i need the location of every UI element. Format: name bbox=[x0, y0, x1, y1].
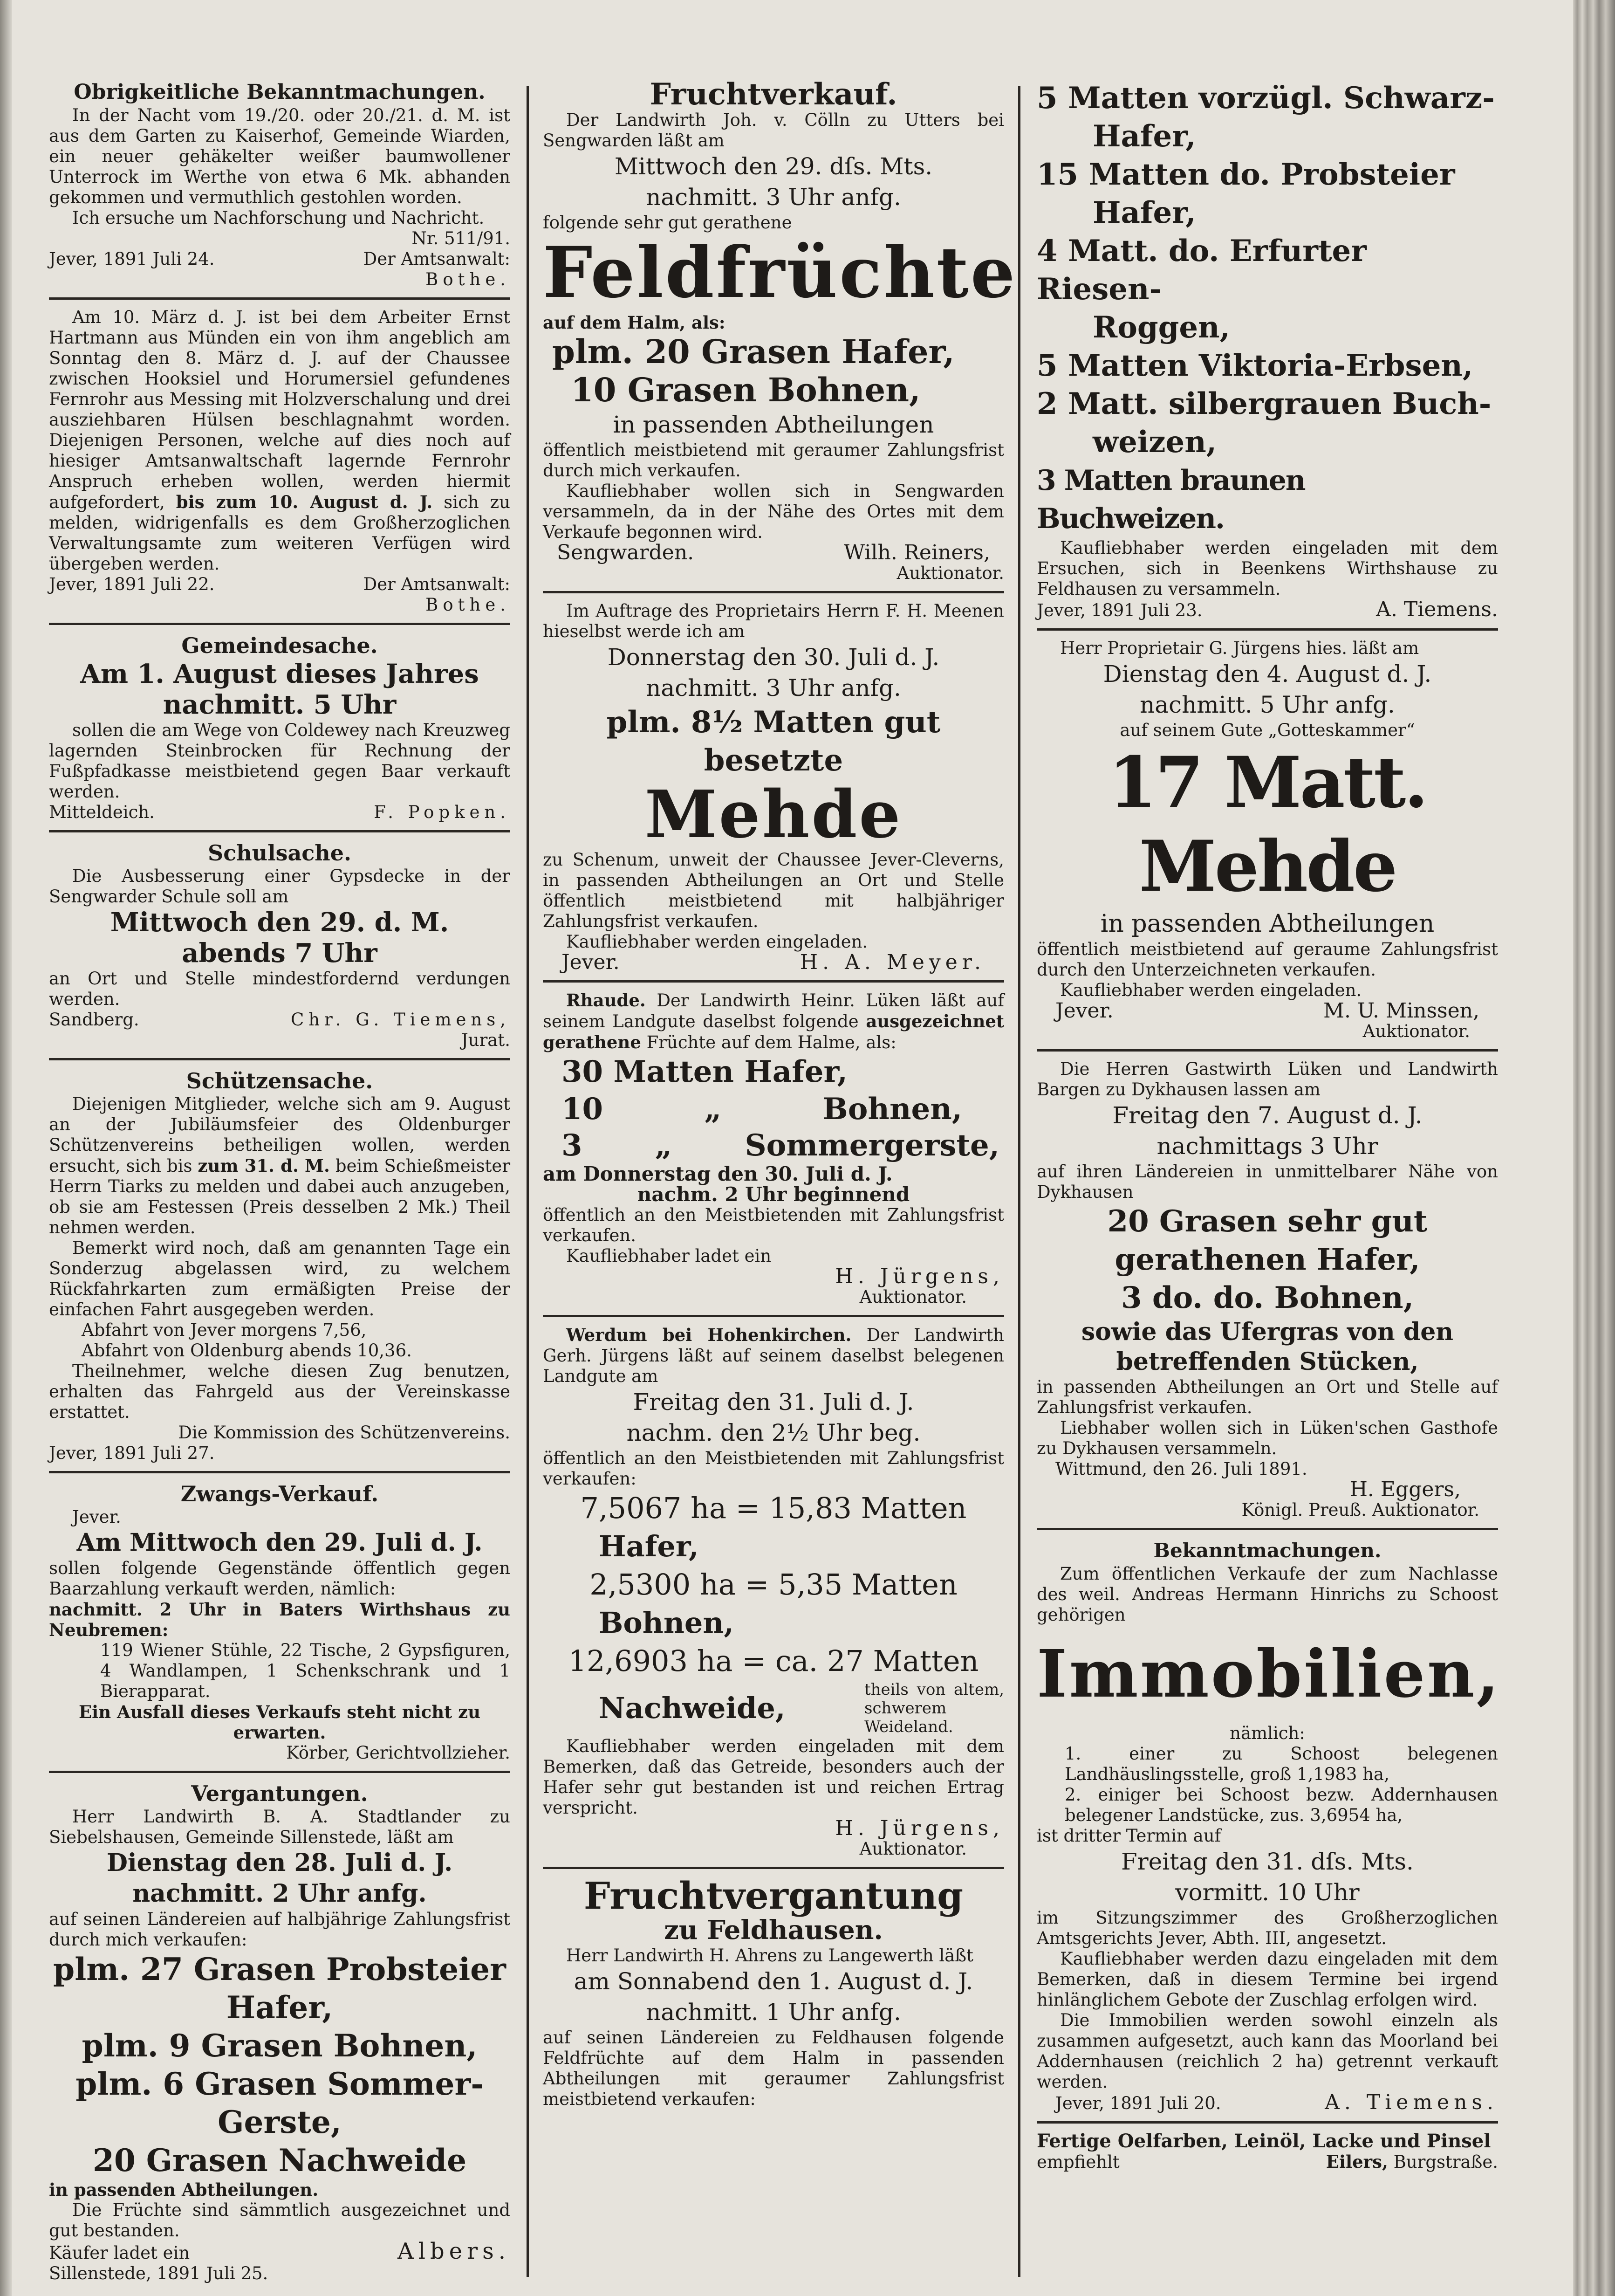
page-stack-edge bbox=[1573, 0, 1615, 2296]
divider bbox=[543, 1315, 1004, 1317]
date-line: Mittwoch den 29. dſs. Mts. bbox=[614, 153, 933, 180]
area-line: 12,6903 ha = ca. 27 Matten bbox=[568, 1644, 979, 1678]
signature: Wilh. Reiners, bbox=[843, 541, 990, 564]
signature: H. Eggers, bbox=[1349, 1478, 1461, 1501]
produce-line: 4 Matt. do. Erfurter Riesen- bbox=[1037, 234, 1367, 307]
produce-name: Sommergerste, bbox=[745, 1128, 999, 1163]
place: Mitteldeich. bbox=[49, 802, 155, 822]
ad-gotteskammer bbox=[1037, 638, 1498, 1042]
divider bbox=[1037, 1528, 1498, 1530]
notice-body: Am 10. März d. J. ist bei dem Arbeiter Ernst Hartmann aus Münden ein von ihm angeblich am Sonntag den 8. März d. J. auf der Chaussee zwischen Hooksiel und Horumersiel gefundenes Fernrohr aus Messing mit Holzverschalung und drei ausziehbaren Hülsen beschlagnahmt worden. Diejenigen Personen, welche auf dies noch auf hiesiger Amtsanwaltschaft lagernde Fernrohr Anspruch erheben wollen, werden hiermit aufgefordert, bbox=[49, 307, 510, 512]
ad-heading: Fruchtverkauf. bbox=[650, 77, 897, 112]
notice-body: Die Ausbesserung einer Gypsdecke in der Sengwarder Schule soll am bbox=[49, 866, 510, 907]
ad-oelfarben bbox=[1037, 2131, 1498, 2172]
office-title: Der Amtsanwalt: bbox=[363, 574, 510, 594]
ad-body: zu Schenum, unweit der Chaussee Jever-Cleverns, in passenden Abtheilungen an Ort und Stelle öffentlich meistbietend mit halbjähriger Zahlungsfrist verkaufen. bbox=[543, 850, 1004, 931]
signature: Chr. G. Tiemens, bbox=[290, 1010, 510, 1030]
time-line: nachmitt. 1 Uhr anfg. bbox=[646, 1999, 901, 2026]
produce-line: Roggen, bbox=[1093, 310, 1230, 345]
notice-body: In der Nacht vom 19./20. oder 20./21. d. M. ist aus dem Garten zu Kaiserhof, Gemeinde Wiarden, ein neuer gehäkelter weißer baumwollener Unterrock im Werthe von etwa 6 Mk. abhanden gekommen und vermuthlich gestohlen worden. bbox=[49, 105, 510, 207]
produce-line: 20 Grasen sehr gut bbox=[1107, 1204, 1428, 1239]
column-right bbox=[1037, 79, 1501, 2172]
section-heading: Gemeindesache. bbox=[181, 633, 378, 658]
produce-line: 3 do. do. Bohnen, bbox=[1121, 1280, 1414, 1315]
ad-body: ist dritter Termin auf bbox=[1037, 1826, 1221, 1846]
notice-note: Ein Ausfall dieses Verkaufs steht nicht zu erwarten. bbox=[78, 1702, 480, 1743]
ad-body: öffentlich an den Meistbietenden mit Zahlungsfrist verkaufen. bbox=[543, 1205, 1004, 1245]
produce-note: theils von altem, schwerem Weideland. bbox=[864, 1680, 1004, 1736]
ad-body: Früchte auf dem Halme, als: bbox=[646, 1032, 896, 1052]
ad-display-word: Immobilien, bbox=[1037, 1636, 1501, 1712]
column-rule bbox=[527, 86, 529, 2277]
produce-line: 2 Matt. silbergrauen Buch- bbox=[1037, 386, 1492, 421]
notice-lost-petticoat bbox=[49, 79, 510, 290]
departure-line: Abfahrt von Oldenburg abends 10,36. bbox=[82, 1340, 412, 1361]
notice-telescope bbox=[49, 307, 510, 615]
ad-body: öffentlich an den Meistbietenden mit Zahlungsfrist verkaufen: bbox=[543, 1448, 1004, 1489]
place: Sengwarden. bbox=[557, 541, 694, 564]
produce-line: 20 Grasen Nachweide bbox=[92, 2142, 467, 2179]
time-line: nachmitt. 2 Uhr anfg. bbox=[132, 1879, 427, 1908]
signature: Bothe. bbox=[425, 269, 510, 289]
signature: Körber, Gerichtvollzieher. bbox=[286, 1743, 510, 1763]
produce-line: weizen, bbox=[1093, 425, 1217, 460]
produce-line: plm. 20 Grasen Hafer, bbox=[552, 332, 955, 371]
date-line: Mittwoch den 29. d. M. bbox=[110, 907, 449, 938]
signature: Die Kommission des Schützenvereins. bbox=[178, 1423, 510, 1443]
ad-body: Kaufliebhaber werden eingeladen. bbox=[566, 932, 868, 952]
time-line: abends 7 Uhr bbox=[182, 938, 377, 969]
date-line: Jever, 1891 Juli 27. bbox=[49, 1443, 215, 1463]
ad-body: Der Landwirth Joh. v. Cölln zu Utters bei Sengwarden läßt am bbox=[543, 110, 1004, 151]
date-line: am Donnerstag den 30. Juli d. J. bbox=[543, 1162, 893, 1185]
date-line: Jever, 1891 Juli 23. bbox=[1037, 600, 1203, 620]
signature: H. Jürgens, bbox=[835, 1265, 1004, 1288]
notice-body: sollen folgende Gegenstände öffentlich gegen Baarzahlung verkauft werden, nämlich: bbox=[49, 1558, 510, 1599]
ad-body: auf seinem Gute „Gotteskammer“ bbox=[1120, 720, 1415, 740]
produce-line: plm. 9 Grasen Bohnen, bbox=[82, 2028, 478, 2064]
ad-body: Der Landwirth Gerh. Jürgens läßt auf seinem daselbst belegenen Landgute am bbox=[543, 1325, 1005, 1386]
signature: H. A. Meyer. bbox=[800, 950, 985, 974]
ad-body: folgende sehr gut gerathene bbox=[543, 213, 792, 233]
signature-role: Auktionator. bbox=[859, 1287, 967, 1307]
item-list: 119 Wiener Stühle, 22 Tische, 2 Gypsfiguren, 4 Wandlampen, 1 Schenkschrank und 1 Bierapparat. bbox=[100, 1640, 510, 1701]
ad-body: öffentlich meistbietend auf geraume Zahlungsfrist durch den Unterzeichneten verkaufen. bbox=[1037, 939, 1498, 980]
produce-name: Bohnen, bbox=[822, 1092, 962, 1127]
produce-line: Hafer, bbox=[1093, 195, 1196, 230]
notice-schulsache bbox=[49, 840, 510, 1051]
time-line: nachmitt. 5 Uhr anfg. bbox=[1140, 691, 1395, 718]
produce-line: Nachweide, bbox=[599, 1691, 786, 1725]
ad-mehde-meenen bbox=[543, 601, 1004, 973]
section-heading: Obrigkeitliche Bekanntmachungen. bbox=[74, 80, 486, 104]
date-line: Sillenstede, 1891 Juli 25. bbox=[49, 2263, 268, 2283]
produce-line: 10 Grasen Bohnen, bbox=[571, 371, 921, 409]
date-line: Freitag den 31. Juli d. J. bbox=[633, 1389, 914, 1416]
divider bbox=[49, 1471, 510, 1473]
notice-body: auf seinen Ländereien auf halbjährige Zahlungsfrist durch mich verkaufen: bbox=[49, 1909, 510, 1950]
signature: Bothe. bbox=[425, 595, 510, 615]
divider bbox=[543, 591, 1004, 593]
section-heading: Schulsache. bbox=[207, 840, 352, 866]
column-rule bbox=[1018, 86, 1020, 2277]
signature: Eilers, bbox=[1326, 2152, 1388, 2172]
time-line: nachm. 2 Uhr beginnend bbox=[637, 1183, 910, 1206]
date-line: Am Mittwoch den 29. Juli d. J. bbox=[76, 1528, 483, 1557]
ad-emphasis: ausgezeichnet gerathene bbox=[543, 1011, 1004, 1052]
time-line: nachmitt. 3 Uhr anfg. bbox=[646, 184, 901, 211]
ad-body: Die Herren Gastwirth Lüken und Landwirth Bargen zu Dykhausen lassen am bbox=[1037, 1059, 1498, 1100]
time-line: nachm. den 2½ Uhr beg. bbox=[626, 1419, 921, 1446]
ad-body: Der Landwirth Heinr. Lüken läßt auf seinem Landgute daselbst folgende bbox=[543, 990, 1004, 1031]
ad-body: Kaufliebhaber ladet ein bbox=[566, 1246, 772, 1266]
notice-body: sich zu melden, widrigenfalls es dem Großherzoglichen Verwaltungsamte zum weiteren Verfügen wird übergeben werden. bbox=[49, 492, 511, 574]
notice-schuetzensache bbox=[49, 1068, 510, 1464]
ad-body: Kaufliebhaber werden eingeladen mit dem Ersuchen, sich in Beenkens Wirthshause zu Feldhausen zu versammeln. bbox=[1037, 538, 1498, 599]
divider bbox=[543, 1867, 1004, 1869]
time-line: nachmitt. 5 Uhr bbox=[163, 689, 397, 720]
place: Jever. bbox=[561, 950, 620, 974]
ad-body: Die Immobilien werden sowohl einzeln als zusammen aufgesetzt, auch kann das Moorland bei Addernhausen (reichlich 2 ha) getrennt verkauft werden. bbox=[1037, 2010, 1498, 2092]
ad-fruchtvergantung bbox=[543, 1874, 1004, 2110]
divider bbox=[543, 980, 1004, 983]
ditto-mark: „ bbox=[655, 1128, 672, 1163]
produce-line: 5 Matten vorzügl. Schwarz- bbox=[1037, 81, 1495, 116]
produce-line: 30 Matten Hafer, bbox=[561, 1054, 848, 1089]
ad-body: Kaufliebhaber werden eingeladen. bbox=[1060, 980, 1362, 1000]
notice-body: an Ort und Stelle mindestfordernd verdungen werden. bbox=[49, 969, 510, 1009]
page-left-edge bbox=[0, 0, 12, 2296]
produce-line: sowie das Ufergras von den bbox=[1081, 1318, 1454, 1346]
date-line: Donnerstag den 30. Juli d. J. bbox=[607, 644, 940, 671]
produce-line: plm. 27 Grasen Probsteier Hafer, bbox=[53, 1951, 506, 2026]
divider bbox=[49, 297, 510, 300]
notice-body: Die Früchte sind sämmtlich ausgezeichnet und gut bestanden. bbox=[49, 2200, 510, 2241]
produce-line: Bohnen, bbox=[599, 1606, 734, 1640]
ad-body: in passenden Abtheilungen an Ort und Stelle auf Zahlungsfrist verkaufen. bbox=[1037, 1377, 1498, 1417]
produce-note: in passenden Abtheilungen. bbox=[49, 2179, 319, 2200]
ad-feldhausen-list bbox=[1037, 79, 1498, 621]
signature: F. Popken. bbox=[374, 802, 510, 822]
date-line: Am 1. August dieses Jahres bbox=[80, 659, 479, 689]
ad-body: Herr Proprietair G. Jürgens hies. läßt am bbox=[1060, 638, 1419, 658]
notice-vergantungen bbox=[49, 1780, 510, 2284]
ad-body: auf seinen Ländereien zu Feldhausen folgende Feldfrüchte auf dem Halm in passenden Abtheilungen mit geraumer Zahlungsfrist meistbietend verkaufen: bbox=[543, 2028, 1004, 2109]
ad-body: im Sitzungszimmer des Großherzoglichen Amtsgerichts Jever, Abth. III, angesetzt. bbox=[1037, 1908, 1498, 1948]
signature-role: Auktionator. bbox=[896, 563, 1004, 583]
signature: H. Jürgens, bbox=[835, 1816, 1004, 1840]
notice-zwangsverkauf bbox=[49, 1481, 510, 1763]
ad-fruchtverkauf bbox=[543, 77, 1017, 584]
date-line: Jever, 1891 Juli 20. bbox=[1055, 2093, 1221, 2113]
time-place: nachmitt. 2 Uhr in Baters Wirthshaus zu Neubremen: bbox=[49, 1599, 510, 1640]
produce-line: Hafer, bbox=[599, 1529, 699, 1563]
ad-werdum bbox=[543, 1325, 1004, 1859]
signature-role: Jurat. bbox=[461, 1030, 510, 1050]
ad-emphasis: Fertige Oelfarben, Leinöl, Lacke und Pinsel bbox=[1037, 2130, 1491, 2152]
ad-heading: Fruchtvergantung bbox=[583, 1874, 964, 1918]
signature: Albers. bbox=[397, 2238, 510, 2264]
street: Burgstraße. bbox=[1393, 2152, 1498, 2172]
signature-role: Auktionator. bbox=[1362, 1021, 1470, 1041]
notice-body: Bemerkt wird noch, daß am genannten Tage ein Sonderzug abgelassen wird, zu welchem Rückfahrkarten zum ermäßigten Preise der einfachen Fahrt ausgegeben werden. bbox=[49, 1238, 510, 1320]
area-line: 7,5067 ha = 15,83 Matten bbox=[580, 1491, 967, 1525]
column-middle bbox=[543, 77, 1017, 2110]
notice-body: Herr Landwirth B. A. Stadtlander zu Siebelshausen, Gemeinde Sillenstede, läßt am bbox=[49, 1807, 510, 1847]
ad-body: nämlich: bbox=[1230, 1723, 1305, 1743]
notice-body: beim Schießmeister Herrn Tiarks zu melden und dabei auch anzugeben, ob sie am Festessen (Preis desselben 2 Mk.) Theil nehmen werden. bbox=[49, 1156, 511, 1237]
time-line: nachmitt. 3 Uhr anfg. bbox=[646, 674, 901, 701]
section-heading: Vergantungen. bbox=[191, 1781, 368, 1806]
notice-immobilien bbox=[1037, 1538, 1501, 2114]
ditto-mark: „ bbox=[704, 1092, 722, 1127]
divider bbox=[1037, 1049, 1498, 1052]
deadline: bis zum 10. August d. J. bbox=[176, 492, 433, 512]
time-line: nachmittags 3 Uhr bbox=[1157, 1133, 1378, 1160]
place-lead: Werdum bei Hohenkirchen. bbox=[566, 1325, 852, 1345]
produce-line: plm. 6 Grasen Sommer-Gerste, bbox=[75, 2066, 484, 2140]
divider bbox=[49, 1771, 510, 1773]
produce-line: gerathenen Hafer, bbox=[1115, 1242, 1420, 1277]
column-left bbox=[49, 79, 510, 2284]
place: Sandberg. bbox=[49, 1010, 139, 1030]
ad-display-word: 17 Matt. Mehde bbox=[1108, 742, 1427, 907]
place-date: Jever, 1891 Juli 24. bbox=[49, 249, 215, 269]
place-lead: Rhaude. bbox=[566, 990, 646, 1011]
section-heading: Bekanntmachungen. bbox=[1153, 1539, 1382, 1562]
notice-body: Diejenigen Mitglieder, welche sich am 9. August an der Jubiläumsfeier des Oldenburger Schützenvereins betheiligen wollen, werden ersucht, sich bis bbox=[49, 1094, 510, 1176]
time-line: vormitt. 10 Uhr bbox=[1175, 1879, 1360, 1906]
divider bbox=[49, 623, 510, 625]
place: Jever. bbox=[1055, 999, 1114, 1023]
ad-body: Kaufliebhaber wollen sich in Sengwarden versammeln, da in der Nähe des Ortes mit dem Verkaufe begonnen wird. bbox=[543, 481, 1004, 542]
divider bbox=[49, 1058, 510, 1060]
date-line: Freitag den 31. dſs. Mts. bbox=[1121, 1848, 1414, 1875]
notice-body: sollen die am Wege von Coldewey nach Kreuzweg lagernden Steinbrocken für Rechnung der Fußpfadkasse meistbietend gegen Baar verkauft werden. bbox=[49, 720, 510, 802]
produce-note: in passenden Abtheilungen bbox=[1100, 910, 1435, 938]
ad-dykhausen bbox=[1037, 1059, 1498, 1520]
notice-body: Theilnehmer, welche diesen Zug benutzen, erhalten das Fahrgeld aus der Vereinskasse erstattet. bbox=[49, 1361, 510, 1422]
signature: M. U. Minssen, bbox=[1323, 999, 1479, 1023]
property-item: 2. einiger bei Schoost bezw. Addernhausen belegener Landstücke, zus. 3,6954 ha, bbox=[1065, 1785, 1498, 1825]
date-line: Freitag den 7. August d. J. bbox=[1112, 1102, 1423, 1129]
place-date: Jever, 1891 Juli 22. bbox=[49, 574, 215, 594]
ad-body: Im Auftrage des Proprietairs Herrn F. H. Meenen hieselbst werde ich am bbox=[543, 601, 1004, 641]
produce-line: betreffenden Stücken, bbox=[1116, 1347, 1419, 1376]
notice-body: Ich ersuche um Nachforschung und Nachricht. bbox=[72, 208, 485, 228]
produce-line: Hafer, bbox=[1093, 119, 1196, 154]
produce-qty: 3 bbox=[561, 1128, 582, 1163]
ad-display-word: Mehde bbox=[644, 777, 903, 853]
ad-rhaude bbox=[543, 990, 1004, 1307]
ad-subheading: zu Feldhausen. bbox=[664, 1915, 883, 1945]
date-line: Dienstag den 4. August d. J. bbox=[1103, 660, 1432, 687]
produce-note: in passenden Abtheilungen bbox=[613, 411, 934, 438]
produce-qty: 10 bbox=[561, 1092, 603, 1127]
departure-line: Abfahrt von Jever morgens 7,56, bbox=[82, 1320, 367, 1340]
ad-body: Herr Landwirth H. Ahrens zu Langewerth läßt bbox=[566, 1945, 973, 1966]
ad-body: auf dem Halm, als: bbox=[543, 312, 725, 333]
produce-line: plm. 8½ Matten gut besetzte bbox=[606, 705, 941, 778]
date-line: Dienstag den 28. Juli d. J. bbox=[106, 1849, 453, 1877]
place: Jever. bbox=[72, 1507, 121, 1527]
ad-body: Kaufliebhaber werden dazu eingeladen mit dem Bemerken, daß in diesem Termine bei irgend hinlänglichem Gebote der Zuschlag erfolgen wird. bbox=[1037, 1949, 1498, 2010]
ad-body: Zum öffentlichen Verkaufe der zum Nachlasse des weil. Andreas Hermann Hinrichs zu Schoost gehörigen bbox=[1037, 1564, 1498, 1625]
office-title: Der Amtsanwalt: bbox=[363, 249, 510, 269]
invitation: Käufer ladet ein bbox=[49, 2243, 190, 2263]
signature: A. Tiemens. bbox=[1325, 2090, 1498, 2114]
ad-body: empfiehlt bbox=[1037, 2152, 1120, 2172]
section-heading: Schützensache. bbox=[186, 1068, 373, 1093]
section-heading: Zwangs-Verkauf. bbox=[180, 1481, 379, 1506]
ad-body: Liebhaber wollen sich in Lüken'schen Gasthofe zu Dykhausen versammeln. bbox=[1037, 1418, 1498, 1458]
divider bbox=[49, 830, 510, 832]
ad-body: Kaufliebhaber werden eingeladen mit dem Bemerken, daß das Getreide, besonders auch der Hafer sehr gut bestanden ist und reichen Ertrag verspricht. bbox=[543, 1736, 1004, 1818]
notice-gemeindesache bbox=[49, 632, 510, 823]
property-item: 1. einer zu Schoost belegenen Landhäuslingsstelle, groß 1,1983 ha, bbox=[1065, 1744, 1498, 1784]
produce-line: 3 Matten braunen Buchweizen. bbox=[1037, 464, 1305, 535]
produce-line: 15 Matten do. Probsteier bbox=[1037, 157, 1455, 192]
ad-body: auf ihren Ländereien in unmittelbarer Nähe von Dykhausen bbox=[1037, 1162, 1498, 1202]
signature-role: Königl. Preuß. Auktionator. bbox=[1241, 1500, 1479, 1520]
ad-body: öffentlich meistbietend mit geraumer Zahlungsfrist durch mich verkaufen. bbox=[543, 440, 1004, 481]
area-line: 2,5300 ha = 5,35 Matten bbox=[589, 1567, 958, 1602]
date-line: am Sonnabend den 1. August d. J. bbox=[574, 1968, 973, 1995]
ad-display-word: Feldfrüchte bbox=[543, 232, 1017, 314]
signature-role: Auktionator. bbox=[859, 1839, 967, 1859]
signature: A. Tiemens. bbox=[1376, 598, 1498, 621]
divider bbox=[1037, 2121, 1498, 2124]
produce-line: 5 Matten Viktoria-Erbsen, bbox=[1037, 348, 1473, 383]
divider bbox=[1037, 628, 1498, 631]
deadline: zum 31. d. M. bbox=[198, 1155, 330, 1176]
file-number: Nr. 511/91. bbox=[411, 228, 510, 248]
date-line: Wittmund, den 26. Juli 1891. bbox=[1055, 1459, 1307, 1479]
